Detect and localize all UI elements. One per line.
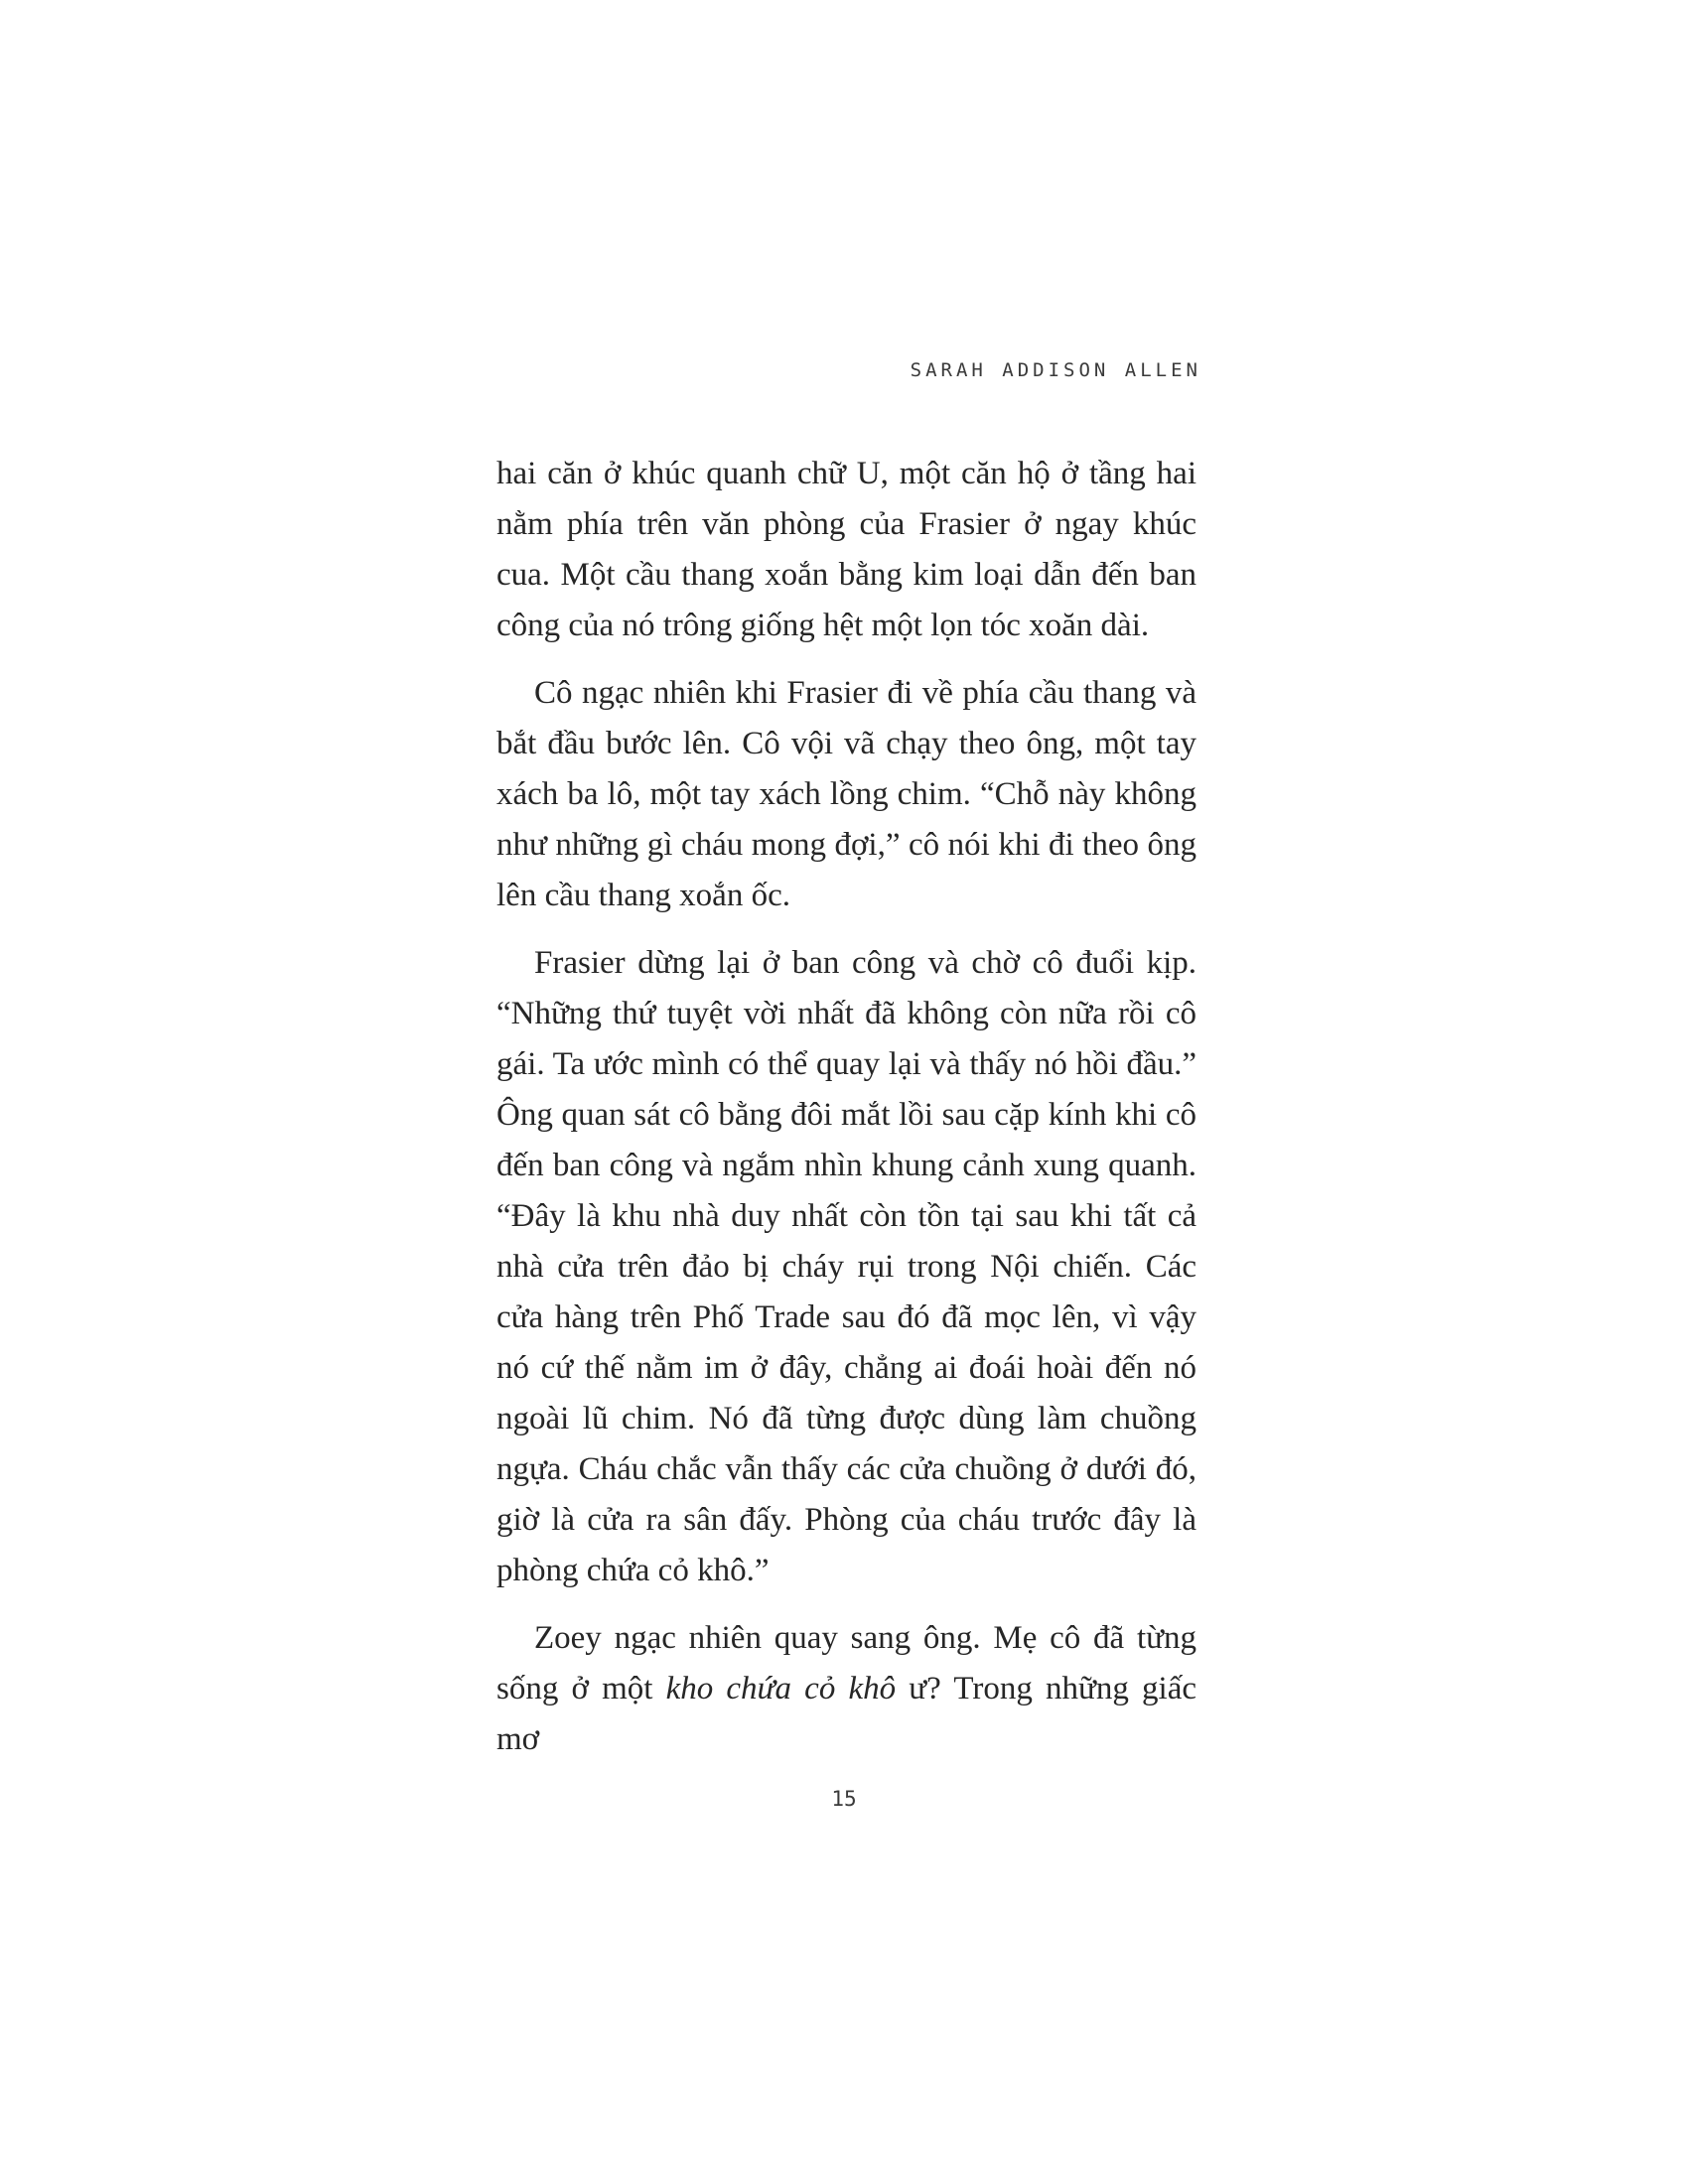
paragraph-2: Cô ngạc nhiên khi Frasier đi về phía cầu thang và bắt đầu bước lên. Cô vội vã chạy theo ông, một tay xách ba lô, một tay xách lồng chim. “Chỗ này không như những gì cháu mong đợi,” cô nói khi đi theo ông lên cầu thang xoắn ốc. <box>496 675 1196 913</box>
paragraph-4-text-end: ư? Trong những giấc mơ <box>496 1671 1196 1757</box>
paragraph-4-emphasis: kho chứa cỏ khô <box>665 1671 897 1706</box>
running-head: SARAH ADDISON ALLEN <box>910 359 1201 381</box>
body-text <box>496 449 1196 1765</box>
paragraph-3: Frasier dừng lại ở ban công và chờ cô đuổi kịp. “Những thứ tuyệt vời nhất đã không còn nữa rồi cô gái. Ta ước mình có thể quay lại và thấy nó hồi đầu.” Ông quan sát cô bằng đôi mắt lồi sau cặp kính khi cô đến ban công và ngắm nhìn khung cảnh xung quanh. “Đây là khu nhà duy nhất còn tồn tại sau khi tất cả nhà cửa trên đảo bị cháy rụi trong Nội chiến. Các cửa hàng trên Phố Trade sau đó đã mọc lên, vì vậy nó cứ thế nằm im ở đây, chẳng ai đoái hoài đến nó ngoài lũ chim. Nó đã từng được dùng làm chuồng ngựa. Cháu chắc vẫn thấy các cửa chuồng ở dưới đó, giờ là cửa ra sân đấy. Phòng của cháu trước đây là phòng chứa cỏ khô.” <box>496 945 1196 1588</box>
paragraph-4-text-start: Zoey ngạc nhiên quay sang ông. Mẹ cô đã từng sống ở một <box>496 1620 1196 1706</box>
paragraph-4 <box>496 1613 1196 1765</box>
paragraph-1: hai căn ở khúc quanh chữ U, một căn hộ ở tầng hai nằm phía trên văn phòng của Frasier ở ngay khúc cua. Một cầu thang xoắn bằng kim loại dẫn đến ban công của nó trông giống hệt một lọn tóc xoăn dài. <box>496 456 1196 643</box>
page-number: 15 <box>831 1787 857 1811</box>
